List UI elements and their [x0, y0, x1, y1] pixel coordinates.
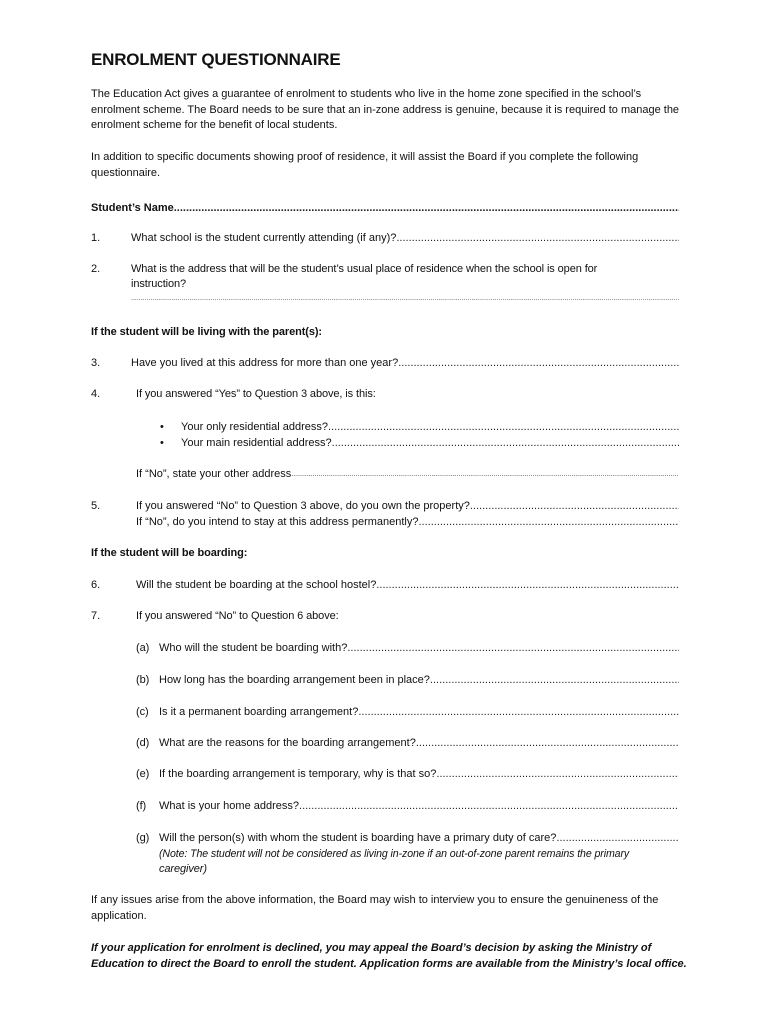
page-title: ENROLMENT QUESTIONNAIRE — [91, 50, 341, 69]
question-5-text-2: If “No”, do you intend to stay at this address permanently? — [136, 516, 419, 528]
question-7f-text: What is your home address? — [159, 800, 300, 812]
question-7d-text: What are the reasons for the boarding arrangement? — [159, 737, 416, 749]
section-heading-boarding: If the student will be boarding: — [91, 547, 248, 559]
dotted-line — [358, 705, 679, 720]
question-7b-text: How long has the boarding arrangement been in place? — [159, 674, 430, 686]
sub-question-label: (b) — [136, 674, 150, 686]
dotted-line — [416, 736, 679, 751]
question-1-field[interactable] — [131, 231, 679, 246]
question-number: 1. — [91, 232, 101, 244]
question-6-text: Will the student be boarding at the school hostel? — [136, 579, 377, 591]
bullet-icon: • — [160, 437, 164, 449]
student-name-label: Student’s Name — [91, 202, 174, 214]
question-7a-text: Who will the student be boarding with? — [159, 642, 348, 654]
dotted-line — [470, 499, 679, 514]
question-number: 7. — [91, 610, 101, 622]
question-1-text: What school is the student currently attending (if any)? — [131, 232, 397, 244]
closing-paragraph: If any issues arise from the above information, the Board may wish to interview you to ensure the genuineness of the application. — [91, 894, 659, 922]
intro-paragraph-1: The Education Act gives a guarantee of enrolment to students who live in the home zone specified in the school’s enrolment scheme. The Board needs to be sure that an in-zone address is genuine, because it is required to manage the enrolment scheme for the benefit of local students. — [91, 88, 680, 131]
sub-question-label: (e) — [136, 768, 150, 780]
sub-question-label: (g) — [136, 832, 150, 844]
question-4-bullet-1-text: Your only residential address? — [181, 421, 328, 433]
intro-paragraph-2: In addition to specific documents showing proof of residence, it will assist the Board if you complete the following questionnaire. — [91, 151, 639, 179]
question-7c-field[interactable] — [159, 705, 679, 720]
question-number: 2. — [91, 263, 101, 275]
dotted-line — [299, 799, 679, 814]
question-number: 6. — [91, 579, 101, 591]
question-4-other-address-field[interactable] — [136, 467, 679, 482]
question-6-field[interactable] — [136, 578, 679, 593]
question-number: 4. — [91, 388, 101, 400]
question-5-text-1: If you answered “No” to Question 3 above, do you own the property? — [136, 500, 470, 512]
dotted-line — [328, 420, 679, 435]
question-4-bullet-2-field[interactable] — [181, 436, 679, 451]
question-3-field[interactable] — [131, 356, 679, 371]
appeal-paragraph: If your application for enrolment is declined, you may appeal the Board’s decision by asking the Ministry of Education to direct the Board to enroll the student. Application forms are available from the Ministry’s local office. — [91, 942, 687, 970]
question-3-text: Have you lived at this address for more than one year? — [131, 357, 399, 369]
question-2-text-line2: instruction? — [131, 278, 187, 290]
section-heading-parents: If the student will be living with the parent(s): — [91, 326, 322, 338]
question-4-text: If you answered “Yes” to Question 3 above, is this: — [136, 388, 376, 400]
dotted-line — [347, 641, 679, 656]
question-7c-text: Is it a permanent boarding arrangement? — [159, 706, 359, 718]
dotted-line — [430, 673, 679, 688]
question-number: 5. — [91, 500, 101, 512]
question-7e-field[interactable] — [159, 767, 679, 782]
question-7a-field[interactable] — [159, 641, 679, 656]
sub-question-label: (a) — [136, 642, 150, 654]
question-4-bullet-1-field[interactable] — [181, 420, 679, 435]
question-2-text-line1: What is the address that will be the student’s usual place of residence when the school is open for — [131, 263, 598, 275]
question-5-field-1[interactable] — [136, 499, 679, 514]
question-7e-text: If the boarding arrangement is temporary, why is that so? — [159, 768, 437, 780]
dotted-line — [376, 578, 679, 593]
question-number: 3. — [91, 357, 101, 369]
question-4-bullet-2-text: Your main residential address? — [181, 437, 332, 449]
sub-question-label: (c) — [136, 706, 149, 718]
question-7g-note-line2: caregiver) — [159, 863, 207, 875]
dotted-line — [291, 467, 679, 482]
question-7d-field[interactable] — [159, 736, 679, 751]
dotted-line — [556, 831, 679, 846]
bullet-icon: • — [160, 421, 164, 433]
student-name-field[interactable] — [91, 201, 679, 216]
question-7-text: If you answered “No” to Question 6 above: — [136, 610, 339, 622]
sub-question-label: (d) — [136, 737, 150, 749]
question-7f-field[interactable] — [159, 799, 679, 814]
question-7g-text: Will the person(s) with whom the student is boarding have a primary duty of care? — [159, 832, 557, 844]
question-7g-field[interactable] — [159, 831, 679, 846]
sub-question-label: (f) — [136, 800, 147, 812]
question-5-field-2[interactable] — [136, 515, 679, 530]
dotted-line — [436, 767, 679, 782]
question-4-other-text: If “No”, state your other address — [136, 468, 292, 480]
dotted-line — [174, 201, 679, 216]
dotted-line — [332, 436, 679, 451]
question-2-answer-line[interactable] — [131, 295, 679, 303]
dotted-line — [418, 515, 679, 530]
dotted-line — [396, 231, 679, 246]
dotted-line — [398, 356, 679, 371]
question-7g-note-line1: (Note: The student will not be considered as living in-zone if an out-of-zone parent remains the primary — [159, 848, 630, 860]
question-7b-field[interactable] — [159, 673, 679, 688]
